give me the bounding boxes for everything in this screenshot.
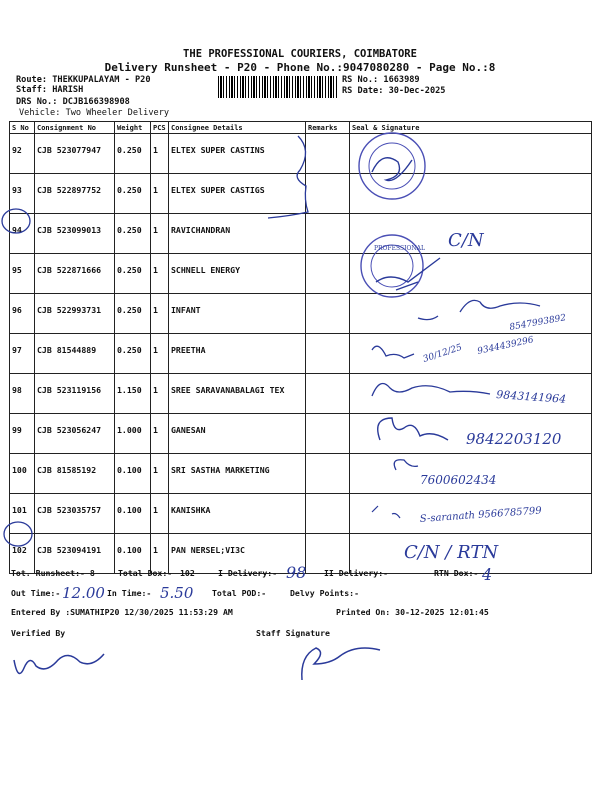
runsheet-table: [9, 121, 592, 574]
out-time-label: Out Time:-: [11, 588, 61, 598]
row-remarks: [306, 414, 350, 454]
row-consignment-no: [35, 294, 115, 334]
row-consignment-no: [35, 374, 115, 414]
row-consignee-text: ELTEX SUPER CASTINS: [171, 145, 265, 155]
cn-mark-1: C/N: [448, 230, 484, 251]
delvy-points-label: Delvy Points:-: [290, 588, 360, 598]
row-consignee: [169, 134, 306, 174]
row-consignment-no-text: CJB 523094191: [37, 545, 102, 555]
row-consignment-no: [35, 454, 115, 494]
staff-label: Staff: HARISH: [16, 85, 84, 95]
row-weight-text: 0.100: [117, 505, 142, 515]
row-weight-text: 1.000: [117, 425, 142, 435]
row-weight-text: 0.250: [117, 145, 142, 155]
phone-99: 9842203120: [466, 430, 562, 448]
row-consignee: [169, 374, 306, 414]
row-consignee-text: SCHNELL ENERGY: [171, 265, 241, 275]
row-signature: [350, 374, 592, 414]
phone-100: 7600602434: [420, 473, 497, 487]
row-consignee: [169, 334, 306, 374]
row-pcs-text: 1: [153, 385, 158, 395]
row-consignee: [169, 214, 306, 254]
barcode: [218, 76, 338, 98]
row-consignment-no-text: CJB 523077947: [37, 145, 102, 155]
row-weight: [115, 174, 151, 214]
row-weight: [115, 254, 151, 294]
row-consignee: [169, 414, 306, 454]
row-pcs: [151, 414, 169, 454]
row-pcs-text: 1: [153, 345, 158, 355]
total-runsheet: Tot. Runsheet:- 8: [11, 568, 95, 578]
row-signature: [350, 334, 592, 374]
row-consignment-no-text: CJB 522871666: [37, 265, 102, 275]
col-consignment: Consignment No: [35, 122, 115, 134]
out-time-value: 12.00: [62, 584, 105, 602]
row-consignment-no-text: CJB 81585192: [37, 465, 97, 475]
row-consignment-no-text: CJB 523056247: [37, 425, 102, 435]
rtn-dox-label: RTN Dox:-: [434, 568, 479, 578]
row-sno-text: 99: [12, 425, 22, 435]
row-pcs: [151, 254, 169, 294]
cn-mark-2: C/N / RTN: [404, 542, 499, 563]
vehicle-label: Vehicle: Two Wheeler Delivery: [19, 108, 170, 118]
row-sno: [10, 294, 35, 334]
row-consignment-no: [35, 174, 115, 214]
row-sno: [10, 134, 35, 174]
row-sno: [10, 174, 35, 214]
ii-delivery-label: II Delivery:-: [324, 568, 389, 578]
row-weight-text: 0.250: [117, 185, 142, 195]
row-pcs-text: 1: [153, 425, 158, 435]
phone-98: 9843141964: [495, 388, 567, 406]
table-row: [10, 494, 592, 534]
date-97: 30/12/25: [421, 342, 464, 365]
printed-on: Printed On: 30-12-2025 12:01:45: [336, 607, 489, 617]
row-pcs-text: 1: [153, 545, 158, 555]
row-consignee-text: INFANT: [171, 305, 201, 315]
row-consignee-text: SRI SASTHA MARKETING: [171, 465, 270, 475]
row-signature: [350, 134, 592, 174]
row-remarks: [306, 254, 350, 294]
row-consignment-no-text: CJB 523035757: [37, 505, 102, 515]
row-signature: [350, 414, 592, 454]
row-consignment-no-text: CJB 81544889: [37, 345, 97, 355]
row-sno: [10, 494, 35, 534]
row-consignee-text: PREETHA: [171, 345, 206, 355]
row-pcs-text: 1: [153, 305, 158, 315]
row-pcs-text: 1: [153, 185, 158, 195]
col-remarks: Remarks: [306, 122, 350, 134]
entered-by: Entered By :SUMATHIP20 12/30/2025 11:53:29 AM: [11, 607, 233, 617]
row-consignee-text: SREE SARAVANABALAGI TEX: [171, 385, 285, 395]
row-weight: [115, 454, 151, 494]
row-weight: [115, 334, 151, 374]
table-row: [10, 174, 592, 214]
row-pcs: [151, 134, 169, 174]
row-consignee-text: ELTEX SUPER CASTIGS: [171, 185, 265, 195]
row-weight-text: 0.100: [117, 465, 142, 475]
row-sno-text: 101: [12, 505, 27, 515]
row-weight-text: 0.250: [117, 305, 142, 315]
row-remarks: [306, 454, 350, 494]
staff-signature-label: Staff Signature: [256, 628, 330, 638]
row-weight: [115, 294, 151, 334]
row-pcs: [151, 294, 169, 334]
col-consignee: Consignee Details: [169, 122, 306, 134]
row-weight: [115, 414, 151, 454]
row-consignment-no: [35, 334, 115, 374]
row-consignment-no-text: CJB 522897752: [37, 185, 102, 195]
row-sno-text: 102: [12, 545, 27, 555]
row-consignee-text: PAN NERSEL;VI3C: [171, 545, 245, 555]
row-signature: [350, 174, 592, 214]
row-weight-text: 0.250: [117, 265, 142, 275]
row-consignee-text: RAVICHANDRAN: [171, 225, 231, 235]
in-time-value: 5.50: [160, 584, 194, 602]
row-pcs: [151, 334, 169, 374]
row-consignee: [169, 174, 306, 214]
row-weight: [115, 374, 151, 414]
row-remarks: [306, 494, 350, 534]
row-sno-text: 96: [12, 305, 22, 315]
row-sno: [10, 254, 35, 294]
row-remarks: [306, 214, 350, 254]
rs-number: RS No.: 1663989: [342, 75, 420, 85]
verified-by-label: Verified By: [11, 628, 66, 638]
row-consignee: [169, 454, 306, 494]
row-weight: [115, 494, 151, 534]
phone-97b: 9344439296: [476, 335, 535, 357]
verified-signature: [14, 654, 104, 673]
row-sno-text: 98: [12, 385, 22, 395]
row-pcs: [151, 454, 169, 494]
row-consignee: [169, 254, 306, 294]
row-remarks: [306, 334, 350, 374]
stamp-text: PROFESSIONAL: [374, 245, 425, 252]
row-pcs: [151, 174, 169, 214]
row-consignee-text: KANISHKA: [171, 505, 211, 515]
row-consignee: [169, 494, 306, 534]
table-row: [10, 334, 592, 374]
row-consignment-no-text: CJB 523099013: [37, 225, 102, 235]
row-weight: [115, 134, 151, 174]
company-title: THE PROFESSIONAL COURIERS, COIMBATORE: [183, 48, 417, 60]
row-pcs-text: 1: [153, 265, 158, 275]
row-sno-text: 95: [12, 265, 22, 275]
row-sno: [10, 454, 35, 494]
table-row: [10, 214, 592, 254]
table-row: [10, 134, 592, 174]
row-sno-text: 97: [12, 345, 22, 355]
rtn-dox-value: 4: [482, 565, 493, 584]
in-time-label: In Time:-: [107, 588, 152, 598]
table-row: [10, 374, 592, 414]
route-label: Route: THEKKUPALAYAM - P20: [16, 75, 151, 85]
row-pcs-text: 1: [153, 145, 158, 155]
col-pcs: PCS: [151, 122, 169, 134]
row-remarks: [306, 294, 350, 334]
phone-101: S-saranath 9566785799: [419, 505, 543, 525]
row-pcs: [151, 214, 169, 254]
runsheet-subtitle: Delivery Runsheet - P20 - Phone No.:9047080280 - Page No.:8: [104, 61, 496, 74]
row-weight-text: 1.150: [117, 385, 142, 395]
row-consignee: [169, 294, 306, 334]
row-signature: [350, 454, 592, 494]
row-sno-text: 94: [12, 225, 22, 235]
i-delivery-value: 98: [286, 563, 307, 582]
row-signature: [350, 494, 592, 534]
total-dox-value: 102: [180, 568, 195, 578]
table-row: [10, 254, 592, 294]
table-row: [10, 534, 592, 574]
rs-date: RS Date: 30-Dec-2025: [342, 86, 446, 96]
row-remarks: [306, 174, 350, 214]
row-signature: [350, 214, 592, 254]
row-sno-text: 92: [12, 145, 22, 155]
row-consignment-no: [35, 214, 115, 254]
total-dox-label: Total Dox:-: [118, 568, 173, 578]
row-remarks: [306, 374, 350, 414]
row-consignment-no: [35, 134, 115, 174]
row-consignment-no-text: CJB 522993731: [37, 305, 102, 315]
row-weight: [115, 214, 151, 254]
row-pcs-text: 1: [153, 505, 158, 515]
col-signature: Seal & Signature: [350, 122, 592, 134]
row-weight-text: 0.100: [117, 545, 142, 555]
phone-97a: 8547993892: [508, 313, 567, 333]
row-pcs-text: 1: [153, 225, 158, 235]
row-sno-text: 100: [12, 465, 27, 475]
row-weight-text: 0.250: [117, 225, 142, 235]
row-sno-text: 93: [12, 185, 22, 195]
staff-signature: [302, 648, 380, 680]
row-signature: [350, 294, 592, 334]
row-sno: [10, 374, 35, 414]
row-consignment-no: [35, 414, 115, 454]
table-row: [10, 294, 592, 334]
row-pcs-text: 1: [153, 465, 158, 475]
table-row: [10, 414, 592, 454]
col-sno: S No: [10, 122, 35, 134]
row-consignee-text: GANESAN: [171, 425, 206, 435]
row-signature: [350, 254, 592, 294]
row-consignment-no: [35, 494, 115, 534]
col-weight: Weight: [115, 122, 151, 134]
i-delivery-label: I Delivery:-: [218, 568, 278, 578]
row-sno: [10, 414, 35, 454]
total-pod-label: Total POD:-: [212, 588, 267, 598]
row-weight-text: 0.250: [117, 345, 142, 355]
table-header-row: [10, 122, 592, 134]
row-pcs: [151, 374, 169, 414]
row-sno: [10, 334, 35, 374]
row-pcs: [151, 494, 169, 534]
table-row: [10, 454, 592, 494]
row-sno: [10, 214, 35, 254]
row-remarks: [306, 134, 350, 174]
row-consignment-no-text: CJB 523119156: [37, 385, 102, 395]
row-consignment-no: [35, 254, 115, 294]
drs-number: DRS No.: DCJB166398908: [16, 97, 130, 107]
